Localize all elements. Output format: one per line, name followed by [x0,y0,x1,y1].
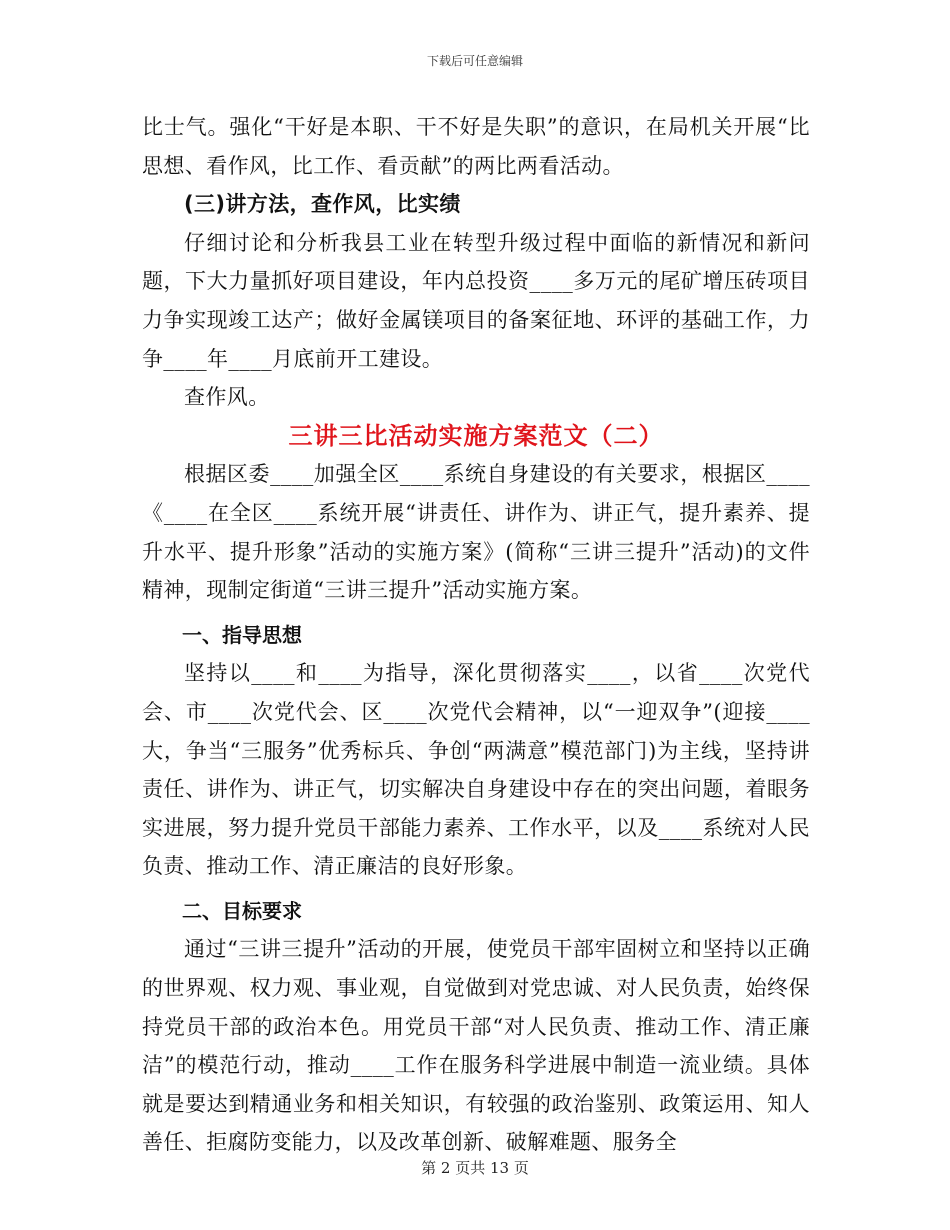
document-body [142,108,810,1162]
subheading-three: (三)讲方法，查作风，比实绩 [184,192,461,217]
document-title: 三讲三比活动实施方案范文（二） [288,421,664,450]
section-heading-goals: 二、目标要求 [182,898,302,923]
paragraph-goals: 通过“三讲三提升”活动的开展，使党员干部牢固树立和坚持以正确的世界观、权力观、事业观，自觉做到对党忠诚、对人民负责，始终保持党员干部的政治本色。用党员干部“对人民负责、推动工作、清正廉洁”的模范行动，推动____工作在服务科学进展中制造一流业绩。具体就是要达到精通业务和相关知识，有较强的政治鉴别、政策运用、知人善任、拒腐防变能力，以及改革创新、破解难题、服务全 [142,937,810,1155]
paragraph-basis: 根据区委____加强全区____系统自身建设的有关要求，根据区____《____在全区____系统开展“讲责任、讲作为、讲正气，提升素养、提升水平、提升形象”活动的实施方案》(简称“三讲三提升”活动)的文件精神，现制定街道“三讲三提升”活动实施方案。 [142,462,810,603]
page-header-note: 下载后可任意编辑 [426,54,523,68]
paragraph-check-style: 查作风。 [184,385,270,410]
section-heading-guiding-ideology: 一、指导思想 [182,622,302,647]
paragraph-continued: 比士气。强化“干好是本职、干不好是失职”的意识，在局机关开展“比思想、看作风，比工作、看贡献”的两比两看活动。 [142,115,810,178]
paragraph-guiding-ideology: 坚持以____和____为指导，深化贯彻落实____，以省____次党代会、市____次党代会、区____次党代会精神，以“一迎双争”(迎接____大，争当“三服务”优秀标兵、争创“两满意”模范部门)为主线，坚持讲责任、讲作为、讲正气，切实解决自身建设中存在的突出问题，着眼务实进展，努力提升党员干部能力素养、工作水平，以及____系统对人民负责、推动工作、清正廉洁的良好形象。 [142,661,810,879]
paragraph-methods: 仔细讨论和分析我县工业在转型升级过程中面临的新情况和新问题，下大力量抓好项目建设，年内总投资____多万元的尾矿增压砖项目力争实现竣工达产；做好金属镁项目的备案征地、环评的基础工作，力争____年____月底前开工建设。 [142,230,810,371]
page-number: 第 2 页共 13 页 [421,1159,529,1177]
